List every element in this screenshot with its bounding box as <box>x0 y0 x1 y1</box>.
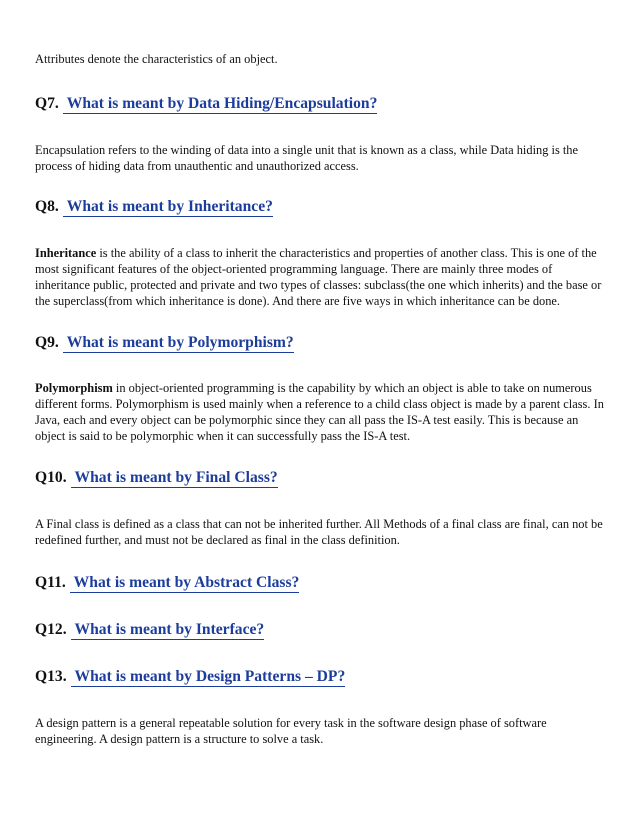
question-link-q8[interactable]: What is meant by Inheritance? <box>63 198 273 217</box>
question-number: Q7. <box>35 95 59 112</box>
answer-text: in object-oriented programming is the capability by which an object is able to take on numerous different forms. Polymorphism is used mainly when a reference to a child class object is made by a parent class. In Java, each and every object can be polymorphic since they can all pass the IS-A test easily. This is because an object is said to be polymorphic when it can successfully pass the IS-A test. <box>35 381 604 443</box>
question-heading-q10 <box>35 468 278 488</box>
question-link-q7[interactable]: What is meant by Data Hiding/Encapsulation? <box>63 95 378 114</box>
question-number: Q9. <box>35 334 59 351</box>
answer-paragraph-q13 <box>35 715 605 747</box>
question-link-q13[interactable]: What is meant by Design Patterns – DP? <box>71 668 346 687</box>
question-heading-q11 <box>35 573 299 593</box>
question-heading-q13 <box>35 667 345 687</box>
question-heading-q12 <box>35 620 264 640</box>
question-heading-q9 <box>35 333 294 353</box>
question-number: Q8. <box>35 198 59 215</box>
question-number: Q11. <box>35 574 66 591</box>
question-heading-q7 <box>35 94 377 114</box>
answer-text: A design pattern is a general repeatable solution for every task in the software design phase of software engineering. A design pattern is a structure to solve a task. <box>35 716 547 746</box>
intro-paragraph: Attributes denote the characteristics of an object. <box>35 52 278 66</box>
answer-paragraph-q9 <box>35 380 605 444</box>
answer-paragraph-q8 <box>35 245 605 309</box>
answer-text: Encapsulation refers to the winding of data into a single unit that is known as a class, while Data hiding is the process of hiding data from unauthentic and unauthorized access. <box>35 143 579 173</box>
answer-term: Polymorphism <box>35 381 113 395</box>
question-link-q12[interactable]: What is meant by Interface? <box>71 621 265 640</box>
question-link-q11[interactable]: What is meant by Abstract Class? <box>70 574 300 593</box>
question-number: Q12. <box>35 621 67 638</box>
answer-text: A Final class is defined as a class that can not be inherited further. All Methods of a final class are final, can not be redefined further, and must not be declared as final in the class definition. <box>35 517 603 547</box>
answer-paragraph-q7 <box>35 142 605 174</box>
question-link-q9[interactable]: What is meant by Polymorphism? <box>63 334 294 353</box>
answer-paragraph-q10 <box>35 516 605 548</box>
answer-term: Inheritance <box>35 246 97 260</box>
question-number: Q13. <box>35 668 67 685</box>
question-number: Q10. <box>35 469 67 486</box>
question-heading-q8 <box>35 197 273 217</box>
question-link-q10[interactable]: What is meant by Final Class? <box>71 469 278 488</box>
answer-text: is the ability of a class to inherit the characteristics and properties of another class. This is one of the most significant features of the object-oriented programming language. There are mainly three modes of inheritance public, protected and private and two types of classes: subclass(the one which inherits) and the base or the superclass(from which inheritance is done). And there are five ways in which inheritance can be done. <box>35 246 602 308</box>
